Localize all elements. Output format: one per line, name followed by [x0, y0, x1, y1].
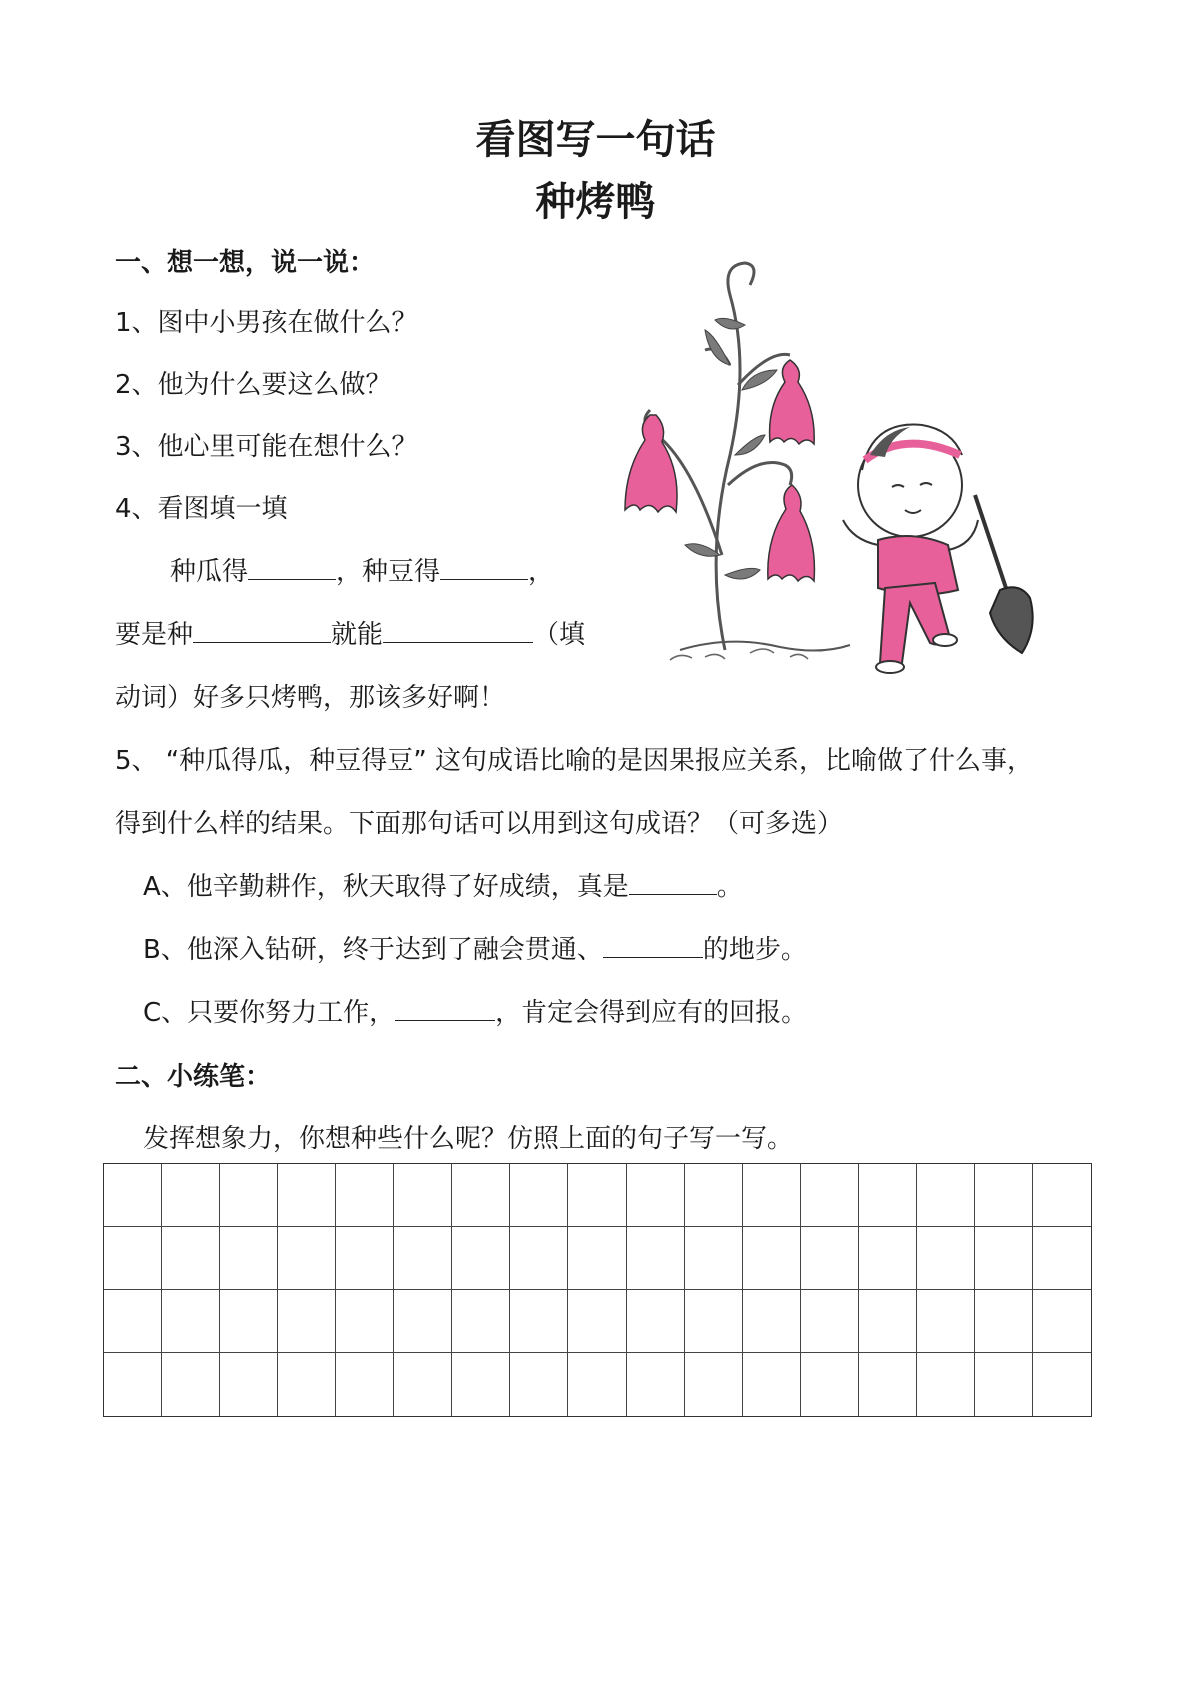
- grid-cell[interactable]: [278, 1227, 336, 1290]
- grid-cell[interactable]: [627, 1227, 685, 1290]
- question-3: 3、他心里可能在想什么？: [115, 432, 418, 462]
- grid-cell[interactable]: [394, 1290, 452, 1353]
- option-b: [143, 929, 807, 966]
- grid-cell[interactable]: [801, 1290, 859, 1353]
- grid-cell[interactable]: [278, 1164, 336, 1227]
- grid-cell[interactable]: [452, 1353, 510, 1416]
- grid-cell[interactable]: [1033, 1227, 1091, 1290]
- grid-cell[interactable]: [917, 1353, 975, 1416]
- grid-cell[interactable]: [104, 1227, 162, 1290]
- grid-cell[interactable]: [1033, 1290, 1091, 1353]
- grid-cell[interactable]: [220, 1164, 278, 1227]
- option-text: C、只要你努力工作，: [143, 998, 396, 1028]
- section2-heading: 二、小练笔：: [115, 1062, 272, 1092]
- grid-cell[interactable]: [510, 1290, 568, 1353]
- grid-cell[interactable]: [162, 1353, 220, 1416]
- grid-cell[interactable]: [859, 1164, 917, 1227]
- answer-blank[interactable]: [603, 956, 703, 958]
- question-2: 2、他为什么要这么做？: [115, 370, 392, 400]
- grid-cell[interactable]: [743, 1164, 801, 1227]
- writing-prompt: 发挥想象力，你想种些什么呢？仿照上面的句子写一写。: [143, 1124, 794, 1154]
- fill-text: 种瓜得: [170, 557, 249, 587]
- grid-cell[interactable]: [685, 1164, 743, 1227]
- grid-cell[interactable]: [104, 1290, 162, 1353]
- grid-cell[interactable]: [336, 1164, 394, 1227]
- grid-cell[interactable]: [336, 1353, 394, 1416]
- grid-cell[interactable]: [917, 1164, 975, 1227]
- ground: [670, 642, 850, 660]
- grid-cell[interactable]: [975, 1227, 1033, 1290]
- grid-cell[interactable]: [452, 1290, 510, 1353]
- grid-cell[interactable]: [162, 1227, 220, 1290]
- grid-cell[interactable]: [394, 1164, 452, 1227]
- answer-blank[interactable]: [629, 893, 717, 895]
- grid-cell[interactable]: [1033, 1353, 1091, 1416]
- option-text: B、他深入钻研，终于达到了融会贯通、: [143, 935, 603, 965]
- section1-heading: 一、想一想，说一说：: [115, 248, 376, 278]
- fill-text: 要是种: [115, 620, 194, 650]
- option-text: 的地步。: [702, 935, 807, 965]
- grid-cell[interactable]: [510, 1353, 568, 1416]
- grid-cell[interactable]: [685, 1227, 743, 1290]
- illustration: [610, 255, 1060, 715]
- answer-blank[interactable]: [383, 641, 533, 643]
- option-text: A、他辛勤耕作，秋天取得了好成绩，真是: [143, 872, 629, 902]
- grid-cell[interactable]: [1033, 1164, 1091, 1227]
- grid-cell[interactable]: [743, 1353, 801, 1416]
- grid-cell[interactable]: [859, 1227, 917, 1290]
- grid-cell[interactable]: [685, 1290, 743, 1353]
- option-text: 。: [716, 872, 743, 902]
- grid-cell[interactable]: [394, 1353, 452, 1416]
- grid-cell[interactable]: [568, 1164, 626, 1227]
- answer-blank[interactable]: [193, 641, 331, 643]
- grid-cell[interactable]: [220, 1353, 278, 1416]
- grid-cell[interactable]: [975, 1353, 1033, 1416]
- fill-text: ，种豆得: [336, 557, 441, 587]
- answer-blank[interactable]: [395, 1019, 495, 1021]
- grid-cell[interactable]: [685, 1353, 743, 1416]
- grid-cell[interactable]: [394, 1227, 452, 1290]
- answer-blank[interactable]: [248, 578, 336, 580]
- grid-cell[interactable]: [510, 1164, 568, 1227]
- grid-cell[interactable]: [568, 1227, 626, 1290]
- grid-cell[interactable]: [220, 1290, 278, 1353]
- grid-cell[interactable]: [801, 1227, 859, 1290]
- grid-cell[interactable]: [975, 1164, 1033, 1227]
- fill-text: 就能: [331, 620, 384, 650]
- grid-cell[interactable]: [627, 1164, 685, 1227]
- fill-line-3: 动词）好多只烤鸭，那该多好啊！: [115, 683, 506, 713]
- answer-blank[interactable]: [440, 578, 528, 580]
- grid-cell[interactable]: [568, 1290, 626, 1353]
- child: [843, 425, 978, 673]
- fill-line-2: [115, 614, 585, 651]
- grid-cell[interactable]: [859, 1353, 917, 1416]
- option-a: [143, 866, 743, 903]
- fill-line-1: [170, 551, 554, 588]
- grid-cell[interactable]: [162, 1164, 220, 1227]
- option-text: ，肯定会得到应有的回报。: [495, 998, 808, 1028]
- grid-cell[interactable]: [627, 1290, 685, 1353]
- question-4: 4、看图填一填: [115, 494, 288, 524]
- page-subtitle: 种烤鸭: [535, 179, 656, 225]
- fill-text: （填: [533, 620, 586, 650]
- question-5-line2: 得到什么样的结果。下面那句话可以用到这句成语？（可多选）: [115, 809, 844, 839]
- grid-cell[interactable]: [220, 1227, 278, 1290]
- grid-cell[interactable]: [801, 1164, 859, 1227]
- question-1: 1、图中小男孩在做什么？: [115, 308, 418, 338]
- grid-cell[interactable]: [278, 1353, 336, 1416]
- writing-grid[interactable]: [103, 1163, 1092, 1417]
- grid-cell[interactable]: [801, 1353, 859, 1416]
- grid-cell[interactable]: [104, 1353, 162, 1416]
- grid-cell[interactable]: [336, 1227, 394, 1290]
- grid-cell[interactable]: [162, 1290, 220, 1353]
- grid-cell[interactable]: [627, 1353, 685, 1416]
- shovel-icon: [975, 495, 1033, 653]
- grid-cell[interactable]: [917, 1290, 975, 1353]
- grid-cell[interactable]: [452, 1227, 510, 1290]
- fill-text: ，: [528, 557, 555, 587]
- grid-cell[interactable]: [743, 1290, 801, 1353]
- option-c: [143, 992, 807, 1029]
- grid-cell[interactable]: [975, 1290, 1033, 1353]
- grid-cell[interactable]: [568, 1353, 626, 1416]
- grid-cell[interactable]: [278, 1290, 336, 1353]
- grid-cell[interactable]: [510, 1227, 568, 1290]
- grid-cell[interactable]: [917, 1227, 975, 1290]
- grid-cell[interactable]: [452, 1164, 510, 1227]
- grid-cell[interactable]: [336, 1290, 394, 1353]
- grid-cell[interactable]: [743, 1227, 801, 1290]
- question-5-line1: 5、 “种瓜得瓜，种豆得豆” 这句成语比喻的是因果报应关系，比喻做了什么事，: [115, 746, 1034, 776]
- page-title: 看图写一句话: [475, 117, 716, 163]
- grid-cell[interactable]: [859, 1290, 917, 1353]
- grid-cell[interactable]: [104, 1164, 162, 1227]
